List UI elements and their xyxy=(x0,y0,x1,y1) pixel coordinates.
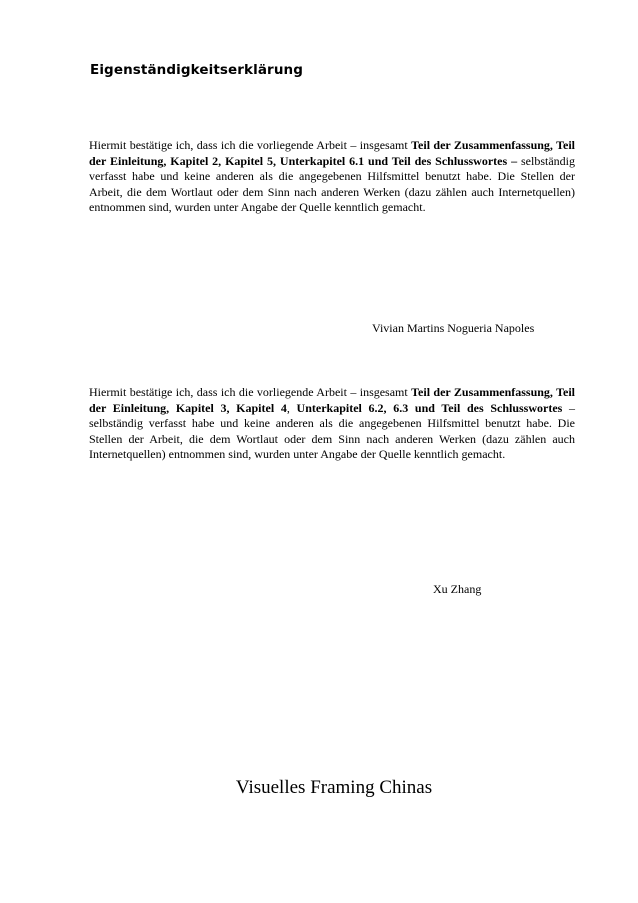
declaration-paragraph-2 xyxy=(89,385,575,463)
page-title: Eigenständigkeitserklärung xyxy=(90,62,304,78)
declaration-paragraph-1 xyxy=(89,138,575,216)
declaration-2-text-a: Hiermit bestätige ich, dass ich die vorliegende Arbeit – insgesamt xyxy=(89,385,412,399)
declaration-2-bold-a: Teil der Zusammenfassung, Teil der Einleitung, Kapitel 3, Kapitel 4 xyxy=(89,385,575,415)
declaration-1-text-a: Hiermit bestätige ich, dass ich die vorliegende Arbeit – insgesamt xyxy=(89,138,412,152)
declaration-1-bold-a: Teil der Zusammenfassung, Teil der Einleitung, Kapitel 2, Kapitel 5, Unterkapitel 6.1 und Teil des Schlusswortes – xyxy=(89,138,575,168)
declaration-2-text-b: , xyxy=(286,400,297,415)
declaration-1-text-b: selbständig verfasst habe und keine anderen als die angegebenen Hilfsmittel benutzt habe. Die Stellen der Arbeit, die dem Wortlaut oder dem Sinn nach anderen Werken (dazu zählen auch Internetquellen) entnommen sind, wurden unter Angabe der Quelle kenntlich gemacht. xyxy=(89,153,575,215)
declaration-2-text-c: – selbständig verfasst habe und keine anderen als die angegebenen Hilfsmittel benutzt habe. Die Stellen der Arbeit, die dem Wortlaut oder dem Sinn nach anderen Werken (dazu zählen auch Internetquellen) entnommen sind, wurden unter Angabe der Quelle kenntlich gemacht. xyxy=(89,400,576,462)
signature-2: Xu Zhang xyxy=(433,582,482,596)
signature-1: Vivian Martins Nogueria Napoles xyxy=(372,321,535,335)
footer-title: Visuelles Framing Chinas xyxy=(235,777,433,798)
declaration-2-bold-b: Unterkapitel 6.2, 6.3 und Teil des Schlusswortes xyxy=(296,400,563,415)
